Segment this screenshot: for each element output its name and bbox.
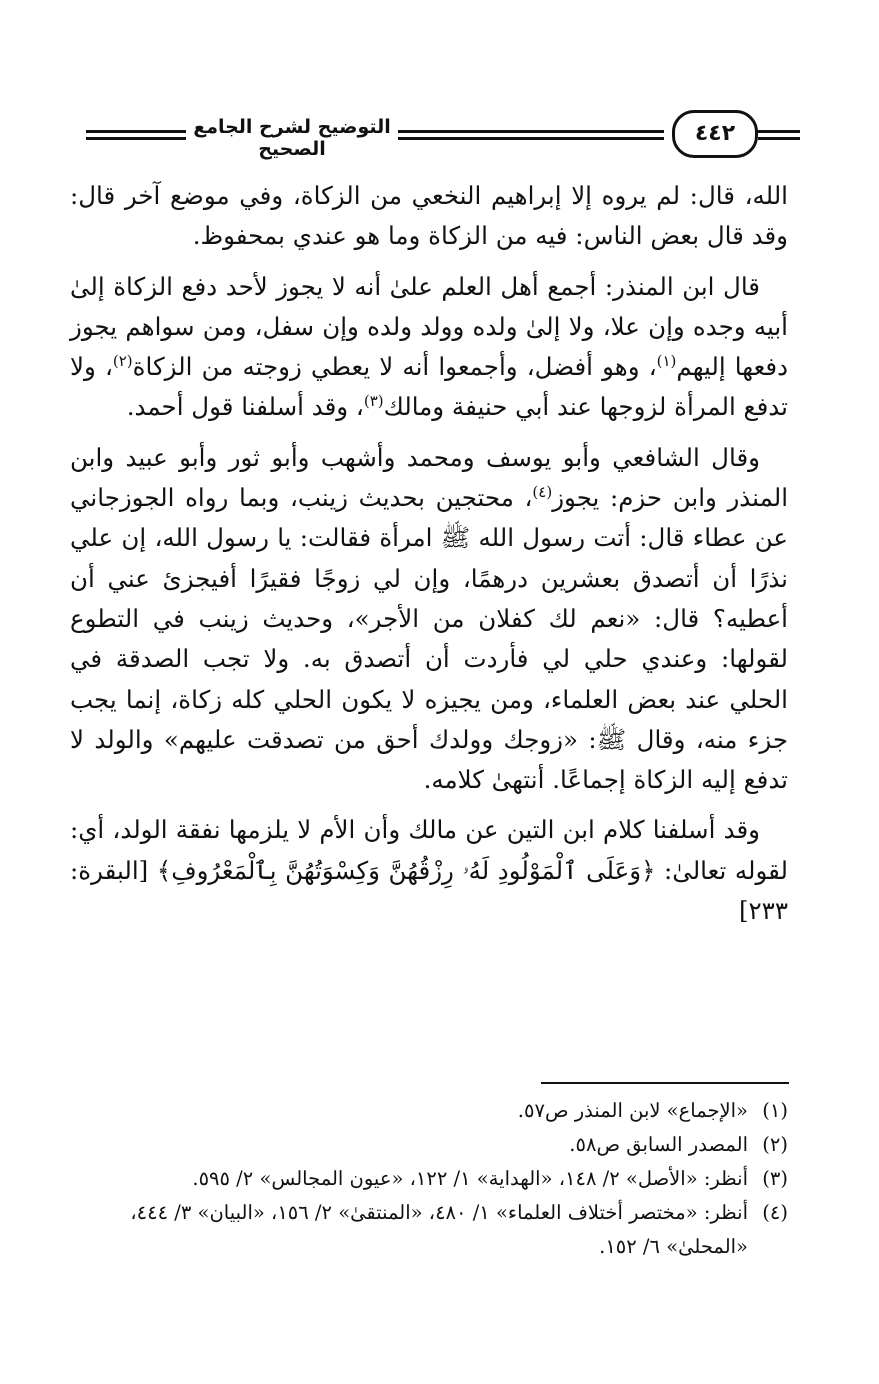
paragraph-1: الله، قال: لم يروه إلا إبراهيم النخعي من الزكاة، وفي موضع آخر قال: وقد قال بعض الناس: فيه من الزكاة وما هو عندي بمحفوظ. bbox=[70, 181, 788, 251]
footnote-number: (١) bbox=[762, 1099, 788, 1122]
footnote-2 bbox=[70, 1128, 788, 1162]
footnote-3 bbox=[70, 1162, 788, 1196]
footnote-separator bbox=[541, 1082, 789, 1084]
footnote-number: (٢) bbox=[762, 1133, 788, 1156]
footnote-text: أنظر: «الأصل» ٢/ ١٤٨، «الهداية» ١/ ١٢٢، «عيون المجالس» ٢/ ٥٩٥. bbox=[192, 1167, 748, 1190]
header-rule bbox=[398, 137, 664, 140]
running-title: التوضيح لشرح الجامع الصحيح bbox=[193, 116, 391, 160]
footnote-text: «الإجماع» لابن المنذر ص٥٧. bbox=[517, 1099, 748, 1122]
footnote-4 bbox=[70, 1196, 788, 1264]
header-rule bbox=[86, 130, 186, 133]
footnote-ref-2: (٢) bbox=[112, 352, 133, 371]
footnote-number: (٣) bbox=[762, 1167, 788, 1190]
header-rule bbox=[398, 130, 664, 133]
footnote-ref-4: (٤) bbox=[532, 482, 553, 501]
main-text bbox=[70, 176, 788, 941]
header-rule bbox=[86, 137, 186, 140]
paragraph-3: وقال الشافعي وأبو يوسف ومحمد وأشهب وأبو ثور وأبو عبيد وابن المنذر وابن حزم: يجوز$^{(٤)}$، محتجين بحديث زينب، وبما رواه الجوزجاني عن عطاء قال: أتت رسول الله ﷺ امرأة فقالت: يا رسول الله، إن علي نذرًا أن أتصدق بعشرين درهمًا، وإن لي زوجًا فقيرًا أفيجزئ عني أن أعطيه؟ قال: «نعم لك كفلان من الأجر»، وحديث زينب في التطوع لقولها: وعندي حلي لي فأردت أن أتصدق به. ولا تجب الصدقة في الحلي عند بعض العلماء، ومن يجيزه لا يكون الحلي كله زكاة، إنما يجب جزء منه، وقال ﷺ: «زوجك وولدك أحق من تصدقت عليهم» والولد لا تدفع إليه الزكاة إجماعًا. أنتهىٰ كلامه. bbox=[70, 442, 789, 795]
footnote-text: أنظر: «مختصر أختلاف العلماء» ١/ ٤٨٠، «المنتقىٰ» ٢/ ١٥٦، «البيان» ٣/ ٤٤٤، «المحلىٰ» ٦/ ١٥٢. bbox=[130, 1201, 748, 1258]
paragraph-4: وقد أسلفنا كلام ابن التين عن مالك وأن الأم لا يلزمها نفقة الولد، أي: لقوله تعالىٰ: ﴿وَعَلَى ٱلْمَوْلُودِ لَهُۥ رِزْقُهُنَّ وَكِسْوَتُهُنَّ بِٱلْمَعْرُوفِ﴾ [البقرة: ٢٣٣] bbox=[70, 815, 788, 926]
footnote-text: المصدر السابق ص٥٨. bbox=[569, 1133, 748, 1156]
paragraph-2: قال ابن المنذر: أجمع أهل العلم علىٰ أنه لا يجوز لأحد دفع الزكاة إلىٰ أبيه وجده وإن علا، ولا إلىٰ ولده وولد ولده وإن سفل، ومن سواهم يجوز دفعها إليهم$^{(١)}$، وهو أفضل، وأجمعوا أنه لا يعطي زوجته من الزكاة$^{(٢)}$، ولا تدفع المرأة لزوجها عند أبي حنيفة ومالك$^{(٣)}$، وقد أسلفنا قول أحمد. bbox=[70, 271, 789, 422]
footnote-ref-1: (١) bbox=[656, 352, 677, 371]
footnote-ref-3: (٣) bbox=[363, 392, 384, 411]
footnote-number: (٤) bbox=[762, 1201, 788, 1224]
header-rule bbox=[758, 130, 800, 133]
footnote-1 bbox=[70, 1094, 788, 1128]
page-number: ٤٤٢ bbox=[672, 110, 758, 158]
page-header bbox=[60, 106, 800, 164]
header-rule bbox=[758, 137, 800, 140]
footnotes bbox=[70, 1094, 788, 1264]
